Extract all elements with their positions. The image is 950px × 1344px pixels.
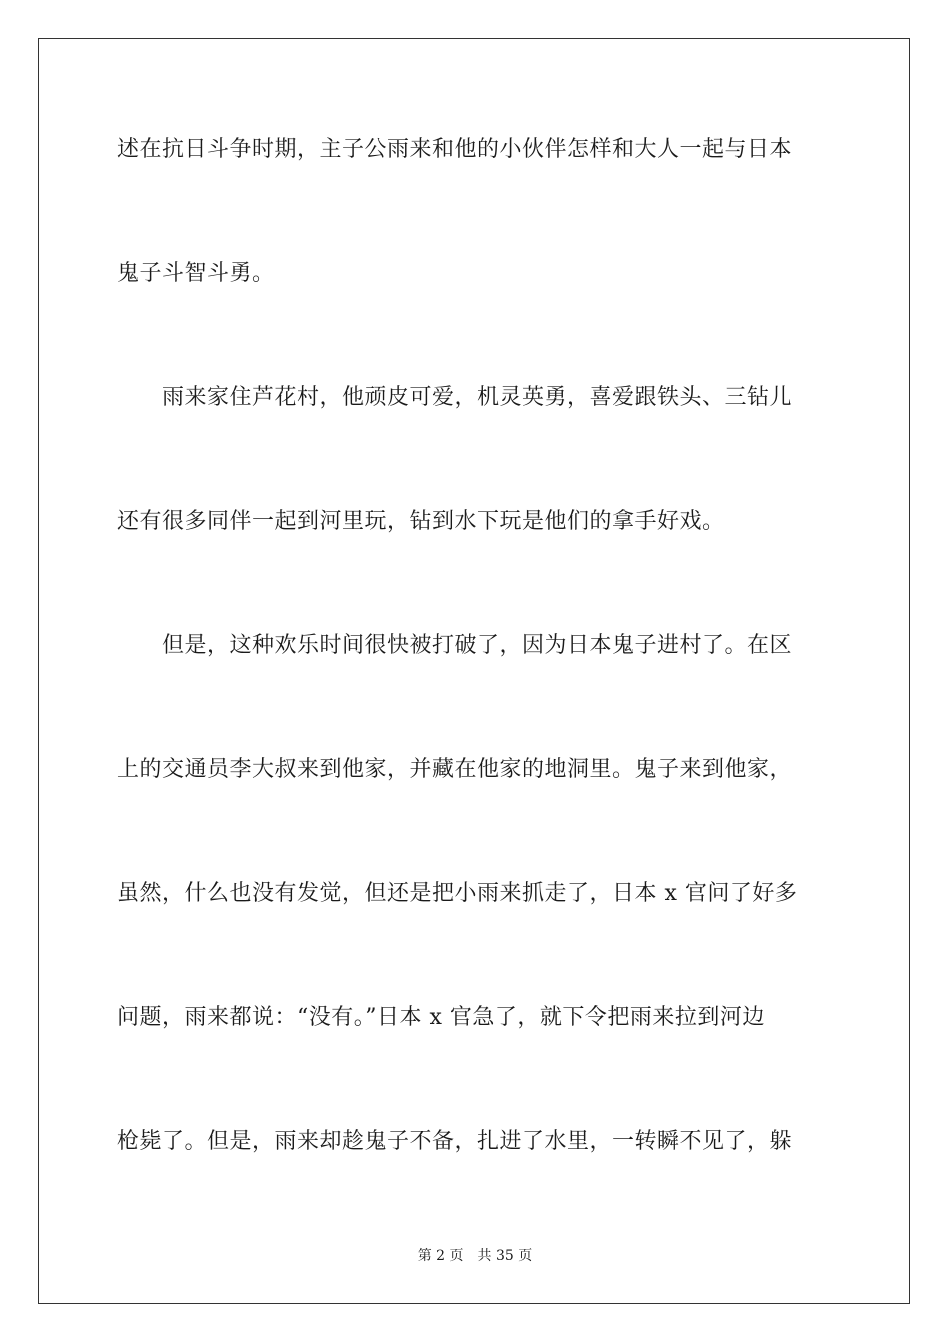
body-line-8: 问题，雨来都说：“没有。”日本 x 官急了，就下令把雨来拉到河边: [117, 1005, 765, 1030]
body-line-1: 述在抗日斗争时期，主子公雨来和他的小伙伴怎样和大人一起与日本: [117, 137, 793, 162]
page-footer: [0, 1245, 950, 1265]
body-line-6: 上的交通员李大叔来到他家，并藏在他家的地洞里。鬼子来到他家，: [117, 757, 793, 782]
body-line-4: 还有很多同伴一起到河里玩，钻到水下玩是他们的拿手好戏。: [117, 509, 725, 534]
body-line-7: 虽然，什么也没有发觉，但还是把小雨来抓走了，日本 x 官问了好多: [117, 881, 798, 906]
body-line-3: 雨来家住芦花村，他顽皮可爱，机灵英勇，喜爱跟铁头、三钻儿: [117, 385, 793, 410]
document-body: [117, 124, 833, 1240]
body-line-5: 但是，这种欢乐时间很快被打破了，因为日本鬼子进村了。在区: [117, 633, 793, 658]
body-line-9: 枪毙了。但是，雨来却趁鬼子不备，扎进了水里，一转瞬不见了，躲: [117, 1129, 793, 1154]
page-number: 第 2 页: [417, 1248, 464, 1264]
page-total: 共 35 页: [477, 1248, 533, 1264]
body-line-2: 鬼子斗智斗勇。: [117, 261, 275, 286]
